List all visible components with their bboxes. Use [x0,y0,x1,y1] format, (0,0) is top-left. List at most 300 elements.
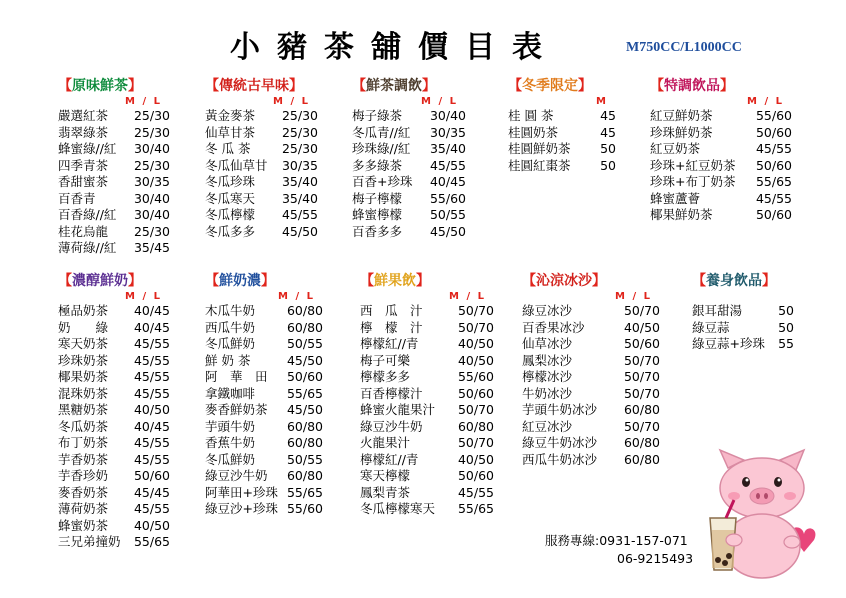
item-price: 30/35 [281,157,318,173]
menu-item [58,402,170,419]
item-price: 40/50 [133,402,170,417]
item-price: 50/60 [133,468,170,483]
item-name: 四季青茶 [58,157,109,173]
menu-item [522,303,660,320]
item-price: 50/70 [457,435,494,450]
menu-item [58,141,170,158]
item-name: 百香青 [58,190,96,206]
menu-item [205,452,323,469]
item-name: 拿鐵咖啡 [205,385,256,401]
menu-item [58,336,170,353]
menu-item [360,402,494,419]
item-price: 35/40 [429,141,466,156]
item-price: 50 [600,141,616,156]
menu-item [352,125,466,142]
item-name: 椰果鮮奶茶 [650,207,713,222]
item-price: 50 [778,319,794,335]
item-price: 50/55 [429,207,466,222]
menu-item [650,108,792,125]
item-name: 黃金麥茶 [205,108,256,123]
menu-item [650,125,792,142]
item-price: 50/70 [623,418,660,434]
menu-item [205,125,318,142]
item-name: 珍珠+紅豆奶茶 [650,157,736,173]
section-title: 【鮮茶調飲】 [352,78,436,94]
menu-item [508,158,616,175]
item-price: 25/30 [133,157,170,173]
menu-item [58,125,170,142]
size-note: M750CC/L1000CC [626,40,742,55]
item-price: 55/60 [286,501,323,516]
menu-item [205,336,323,353]
item-name: 多多綠茶 [352,157,403,173]
item-price: 60/80 [623,451,660,467]
section-title: 【冬季限定】 [508,78,592,94]
item-price: 45/50 [429,223,466,239]
menu-item [205,402,323,419]
section-traditional [205,75,318,240]
menu-item [650,174,792,191]
item-name: 冬瓜奶茶 [58,418,109,434]
item-price: 55/65 [286,385,323,401]
item-name: 香蕉牛奶 [205,435,256,450]
menu-item [360,435,494,452]
item-price: 50/70 [457,402,494,417]
item-name: 桂花烏龍 [58,223,109,239]
section-title: 【鮮果飲】 [360,273,430,289]
section-title: 【養身飲品】 [692,273,776,289]
item-name: 珍珠綠//紅 [352,141,411,156]
item-name: 綠豆沙+珍珠 [205,501,278,516]
menu-item [205,353,323,370]
menu-item [205,224,318,241]
contact-phone-2: 06-9215493 [617,551,694,566]
item-price: 35/40 [281,174,318,189]
menu-item [360,336,494,353]
menu-item [360,303,494,320]
menu-item [58,518,170,535]
menu-item [522,402,660,419]
menu-item [205,191,318,208]
size-label: M / L [421,96,458,107]
item-name: 冬瓜檸檬寒天 [360,501,436,516]
item-name: 桂圓鮮奶茶 [508,141,571,156]
item-name: 牛奶冰沙 [522,385,573,401]
item-name: 翡翠綠茶 [58,124,109,140]
menu-item [205,108,318,125]
item-name: 麥香奶茶 [58,484,109,500]
item-price: 40/45 [133,303,170,318]
item-price: 55/65 [286,484,323,500]
item-name: 鳳梨青茶 [360,484,411,500]
item-name: 珍珠奶茶 [58,352,109,368]
item-price: 50/70 [457,319,494,335]
item-name: 綠豆牛奶冰沙 [522,435,598,450]
item-name: 百香+珍珠 [352,174,413,189]
item-name: 綠豆沙牛奶 [360,418,423,434]
item-name: 芋頭牛奶冰沙 [522,402,598,417]
item-name: 寒天奶茶 [58,336,109,351]
item-price: 45/55 [755,141,792,156]
item-price: 25/30 [281,141,318,156]
item-name: 芋香珍奶 [58,468,109,483]
item-price: 25/30 [133,124,170,140]
menu-title: 小豬茶舖價目表 [230,30,559,65]
item-price: 25/30 [133,223,170,239]
item-name: 西瓜牛奶 [205,319,256,335]
item-name: 西 瓜 汁 [360,303,423,318]
section-title: 【沁涼冰沙】 [522,273,606,289]
menu-item [692,336,794,353]
item-price: 45/55 [133,352,170,368]
item-name: 百香檸檬汁 [360,385,423,401]
item-price: 60/80 [286,468,323,483]
item-name: 蜂蜜蘆薈 [650,190,701,206]
section-title: 【鮮奶濃】 [205,273,275,289]
item-name: 阿 華 田 [205,369,268,384]
menu-item [58,303,170,320]
item-name: 鮮 奶 茶 [205,352,251,368]
item-name: 布丁奶茶 [58,435,109,450]
item-name: 檸檬紅//青 [360,451,419,467]
item-name: 三兄弟撞奶 [58,534,121,549]
menu-item [205,158,318,175]
size-label: M / L [278,291,315,302]
section-fresh-milk [205,270,323,518]
item-price: 40/50 [457,352,494,368]
item-price: 45/55 [457,484,494,500]
item-price: 55/60 [755,108,792,123]
menu-item [205,141,318,158]
item-name: 芋香奶茶 [58,451,109,467]
item-name: 西瓜牛奶冰沙 [522,451,598,467]
item-price: 60/80 [286,303,323,318]
item-price: 25/30 [133,108,170,123]
item-price: 50 [600,157,616,173]
item-name: 冬瓜鮮奶 [205,451,256,467]
item-name: 檸檬紅//青 [360,336,419,351]
menu-item [508,125,616,142]
item-name: 麥香鮮奶茶 [205,402,268,417]
section-title: 【傳統古早味】 [205,78,303,94]
menu-item [205,303,323,320]
item-price: 50/60 [623,336,660,351]
item-name: 椰果奶茶 [58,369,109,384]
item-name: 紅豆鮮奶茶 [650,108,713,123]
item-price: 60/80 [457,418,494,434]
item-name: 黑糖奶茶 [58,402,109,417]
menu-item [360,419,494,436]
item-name: 蜂蜜火龍果汁 [360,402,436,417]
item-price: 55/60 [457,369,494,384]
menu-item [205,174,318,191]
item-name: 阿華田+珍珠 [205,484,278,500]
menu-item [205,435,323,452]
item-name: 冬瓜多多 [205,223,256,239]
menu-item [650,158,792,175]
menu-item [205,320,323,337]
menu-item [522,320,660,337]
item-name: 奶 綠 [58,319,109,335]
item-price: 25/30 [281,108,318,123]
item-name: 檸檬冰沙 [522,369,573,384]
menu-item [58,207,170,224]
menu-item [692,303,794,320]
item-name: 極品奶茶 [58,303,109,318]
menu-item [508,108,616,125]
menu-item [522,386,660,403]
item-price: 35/40 [281,190,318,206]
menu-item [650,191,792,208]
item-name: 薄荷綠//紅 [58,240,117,255]
item-price: 45/55 [133,385,170,401]
item-price: 45/55 [755,190,792,206]
item-name: 嚴選紅茶 [58,108,109,123]
menu-item [522,419,660,436]
item-name: 桂圓紅棗茶 [508,157,571,173]
item-name: 仙草冰沙 [522,336,573,351]
section-special [650,75,792,224]
menu-item [58,485,170,502]
menu-item [58,369,170,386]
menu-item [522,336,660,353]
menu-item [352,158,466,175]
menu-item [352,108,466,125]
menu-item [360,369,494,386]
item-price: 55/65 [133,534,170,549]
item-name: 綠豆冰沙 [522,303,573,318]
item-price: 55/65 [457,501,494,516]
item-price: 55 [778,336,794,351]
menu-item [58,534,170,551]
size-label: M / L [273,96,310,107]
item-price: 60/80 [286,435,323,450]
item-price: 30/40 [133,207,170,222]
item-price: 40/45 [429,174,466,189]
item-price: 50/60 [755,207,792,222]
menu-item [360,468,494,485]
item-name: 珍珠+布丁奶茶 [650,174,736,189]
menu-item [352,174,466,191]
item-price: 50/55 [286,451,323,467]
item-price: 50/70 [623,385,660,401]
menu-item [522,452,660,469]
item-price: 50 [778,303,794,318]
item-name: 梅子綠茶 [352,108,403,123]
menu-item [360,353,494,370]
item-name: 薄荷奶茶 [58,501,109,516]
menu-item [205,468,323,485]
item-name: 梅子檸檬 [352,190,403,206]
item-name: 百香果冰沙 [522,319,585,335]
item-name: 紅豆冰沙 [522,418,573,434]
menu-item [205,485,323,502]
item-price: 30/35 [133,174,170,189]
menu-item [522,369,660,386]
item-price: 50/60 [457,385,494,401]
item-price: 50/60 [286,369,323,384]
item-price: 45/50 [286,352,323,368]
item-name: 綠豆沙牛奶 [205,468,268,483]
menu-item [58,419,170,436]
item-price: 45/55 [133,451,170,467]
item-name: 香甜蜜茶 [58,174,109,189]
item-price: 60/80 [286,418,323,434]
item-price: 40/50 [623,319,660,335]
item-price: 45/55 [133,336,170,351]
size-label: M [596,96,608,107]
item-price: 50/70 [623,352,660,368]
item-price: 30/40 [429,108,466,123]
item-name: 芋頭牛奶 [205,418,256,434]
item-price: 60/80 [286,319,323,335]
item-name: 木瓜牛奶 [205,303,256,318]
menu-item [360,320,494,337]
menu-item [360,452,494,469]
item-name: 檸 檬 汁 [360,319,423,335]
section-title: 【特調飲品】 [650,78,734,94]
item-price: 50/70 [623,369,660,384]
item-name: 百香綠//紅 [58,207,117,222]
item-price: 50/60 [755,157,792,173]
menu-item [58,240,170,257]
item-price: 45/55 [429,157,466,173]
item-name: 珍珠鮮奶茶 [650,124,713,140]
item-name: 桂 圓 茶 [508,108,554,123]
item-price: 50/70 [623,303,660,318]
item-name: 冬瓜檸檬 [205,207,256,222]
section-title: 【濃醇鮮奶】 [58,273,142,289]
item-price: 35/45 [133,240,170,255]
section-fresh-fruit [360,270,494,518]
item-name: 蜂蜜檸檬 [352,207,403,222]
menu-item [650,207,792,224]
item-price: 50/55 [286,336,323,351]
section-rich-milk [58,270,170,551]
menu-item [58,501,170,518]
menu-item [58,468,170,485]
item-price: 45/50 [286,402,323,417]
item-name: 混珠奶茶 [58,385,109,401]
menu-item [205,386,323,403]
item-price: 45/55 [133,435,170,450]
section-winter-limited [508,75,616,174]
item-price: 55/65 [755,174,792,189]
item-price: 50/60 [755,124,792,140]
item-name: 仙草甘茶 [205,124,256,140]
menu-item [692,320,794,337]
item-name: 冬瓜寒天 [205,190,256,206]
menu-item [58,158,170,175]
menu-item [58,224,170,241]
menu-item [58,386,170,403]
item-price: 40/45 [133,319,170,335]
menu-item [205,501,323,518]
item-name: 冬瓜鮮奶 [205,336,256,351]
item-price: 45/55 [133,501,170,516]
section-smoothie [522,270,660,468]
item-name: 冬 瓜 茶 [205,141,251,156]
item-price: 30/35 [429,124,466,140]
menu-item [205,207,318,224]
item-price: 55/60 [429,190,466,206]
item-name: 火龍果汁 [360,435,411,450]
size-label: M / L [125,96,162,107]
menu-item [205,419,323,436]
menu-item [360,485,494,502]
item-name: 冬瓜仙草甘 [205,157,268,173]
pig-holding-bubble-tea-icon [700,448,830,583]
item-name: 鳳梨冰沙 [522,352,573,368]
size-label: M / L [747,96,784,107]
item-name: 綠豆蒜+珍珠 [692,336,765,351]
menu-item [58,191,170,208]
menu-item [352,191,466,208]
size-label: M / L [125,291,162,302]
item-name: 檸檬多多 [360,369,411,384]
section-health [692,270,794,353]
item-name: 寒天檸檬 [360,468,411,483]
item-price: 45/55 [133,369,170,384]
menu-item [58,320,170,337]
size-label: M / L [615,291,652,302]
item-name: 百香多多 [352,223,403,239]
section-original-tea [58,75,170,257]
menu-item [58,174,170,191]
menu-item [522,353,660,370]
item-name: 桂圓奶茶 [508,124,559,140]
menu-item [58,353,170,370]
size-label: M / L [449,291,486,302]
item-name: 蜂蜜綠//紅 [58,141,117,156]
section-title: 【原味鮮茶】 [58,78,142,94]
item-price: 30/40 [133,190,170,206]
menu-item [58,435,170,452]
item-price: 40/50 [133,517,170,533]
item-price: 40/50 [457,336,494,351]
item-price: 40/45 [133,418,170,434]
item-price: 40/50 [457,451,494,467]
item-name: 冬瓜珍珠 [205,174,256,189]
item-name: 綠豆蒜 [692,319,730,335]
menu-item [205,369,323,386]
item-price: 50/60 [457,468,494,483]
item-price: 30/40 [133,141,170,156]
section-tea-mix [352,75,466,240]
menu-item [522,435,660,452]
item-price: 45/55 [281,207,318,222]
item-name: 冬瓜青//紅 [352,124,411,140]
menu-item [650,141,792,158]
menu-item [58,452,170,469]
menu-item [360,501,494,518]
menu-item [352,207,466,224]
item-name: 蜂蜜奶茶 [58,517,109,533]
item-name: 梅子可樂 [360,352,411,368]
size-label [692,290,794,303]
menu-item [360,386,494,403]
item-price: 60/80 [623,402,660,417]
menu-item [352,224,466,241]
item-price: 50/70 [457,303,494,318]
item-price: 45/50 [281,223,318,239]
contact-info [545,532,693,568]
menu-item [508,141,616,158]
item-price: 45 [600,124,616,140]
item-name: 銀耳甜湯 [692,303,743,318]
item-price: 45 [600,108,616,123]
item-name: 紅豆奶茶 [650,141,701,156]
